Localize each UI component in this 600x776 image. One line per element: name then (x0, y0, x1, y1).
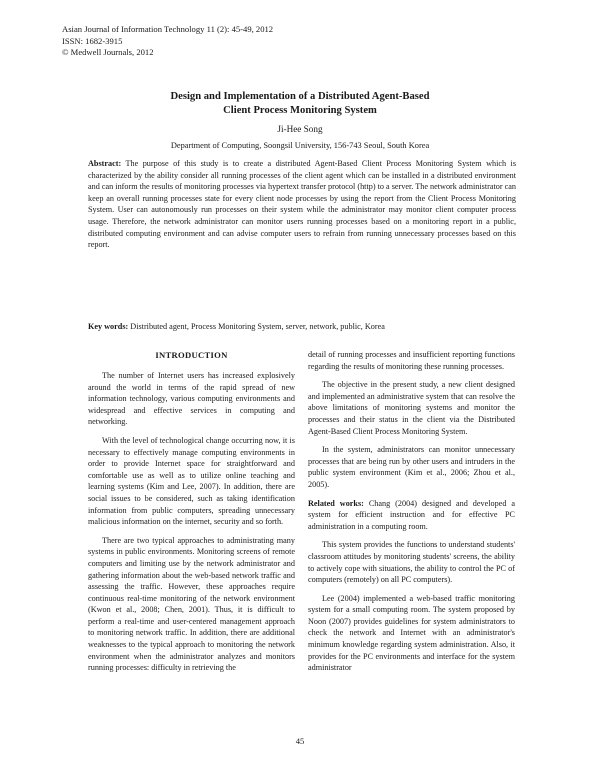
keywords-text: Distributed agent, Process Monitoring System, server, network, public, Korea (130, 322, 385, 331)
journal-copyright: © Medwell Journals, 2012 (62, 47, 154, 57)
paper-title (100, 90, 500, 118)
body-paragraph: This system provides the functions to understand students' classroom attitudes by monitoring students' screens, the ability to actively cope with situations, the ability to control the PC of computers (remotely) on all PC computers). (308, 540, 515, 585)
related-works-paragraph (308, 498, 515, 533)
journal-header (62, 24, 273, 59)
right-column (308, 349, 515, 681)
paper-title-line-2: Client Process Monitoring System (223, 105, 377, 116)
journal-issn: ISSN: 1682-3915 (62, 35, 123, 46)
body-paragraph: Lee (2004) implemented a web-based traffic monitoring system for a small computing room. The system proposed by Noon (2007) provides guidelines for system administrators to check the network and Internet with an administrator's minimum knowledge regarding system administration. Also, it provides for the PC environments and interface for the system administrator (308, 593, 515, 673)
keywords-label: Key words: (88, 322, 129, 331)
left-column (88, 350, 295, 681)
body-paragraph: In the system, administrators can monitor unnecessary processes that are being run by other users and intruders in the public system environment (Kim et al., 2006; Zhou et al., 2005). (308, 445, 515, 489)
body-paragraph: detail of running processes and insufficient reporting functions regarding the results of monitoring these running processes. (308, 350, 515, 371)
body-paragraph: The number of Internet users has increased explosively around the world in terms of the rapid spread of new information technology, various computing environments and widespread and effective services in computing and networking. (88, 371, 295, 427)
related-works-label: Related works: (308, 498, 364, 508)
body-paragraph: With the level of technological change occurring now, it is necessary to effectively manage computing environments in order to provide Internet space for straightforward and comfortable use as well as to utilize online teaching and learning systems (Kim and Lee, 2007). In addition, there are social issues to be considered, such as taking identification information from public computers, spreading unnecessary malicious information on the internet, security and so forth. (88, 435, 295, 527)
paper-title-line-1: Design and Implementation of a Distributed Agent-Based (170, 91, 430, 102)
body-paragraph: The objective in the present study, a new client designed and implemented an administrative system that can resolve the above limitations of monitoring systems and monitor the processes and their status in the client via the Distributed Agent-Based Client Process Monitoring System. (308, 380, 515, 436)
keywords (88, 321, 516, 332)
abstract (88, 158, 516, 251)
author-affiliation: Department of Computing, Soongsil University, 156-743 Seoul, South Korea (170, 141, 430, 150)
page-number: 45 (295, 736, 305, 746)
section-heading-introduction: INTRODUCTION (155, 350, 228, 360)
related-works-text: Chang (2004) designed and developed a system for efficient instruction and for effective PC administration in a computing room. (308, 498, 515, 531)
author-name: Ji-Hee Song (277, 124, 323, 134)
body-paragraph: There are two typical approaches to administrating many systems in public environments. Monitoring screens of remote computers and limiting use by the network administrator and gathering information about the web-based network traffic and assessing the traffic. However, these approaches require continuous real-time monitoring of the network environment (Kwon et al., 2008; Chen, 2001). Thus, it is difficult to perform a real-time and user-centered management approach to monitoring network traffic. In addition, there are additional weaknesses to the typical approach to monitoring the network environment when the administrator analyzes and monitors running processes: difficulty in retrieving the (88, 535, 295, 673)
journal-citation: Asian Journal of Information Technology 11 (2): 45-49, 2012 (62, 24, 274, 34)
abstract-label: Abstract: (88, 159, 122, 168)
abstract-text: The purpose of this study is to create a distributed Agent-Based Client Process Monitoring System which is characterized by the ability consider all running processes of the client agent which can be installed in a distributed environment and can inform the results of monitoring processes via hypertext transfer protocol (http) to a server. The network administrator can keep an overall running processes state for every client node processes by using the report from the Client Process Monitoring System. User can autonomously run processes on their system while the administrator may monitor client computer process usage. Therefore, the network administrator can monitor users running processes based on a monitoring report in a public, distributed computing environment and can advise computer users to refrain from running unnecessary processes based on this report. (88, 159, 517, 250)
